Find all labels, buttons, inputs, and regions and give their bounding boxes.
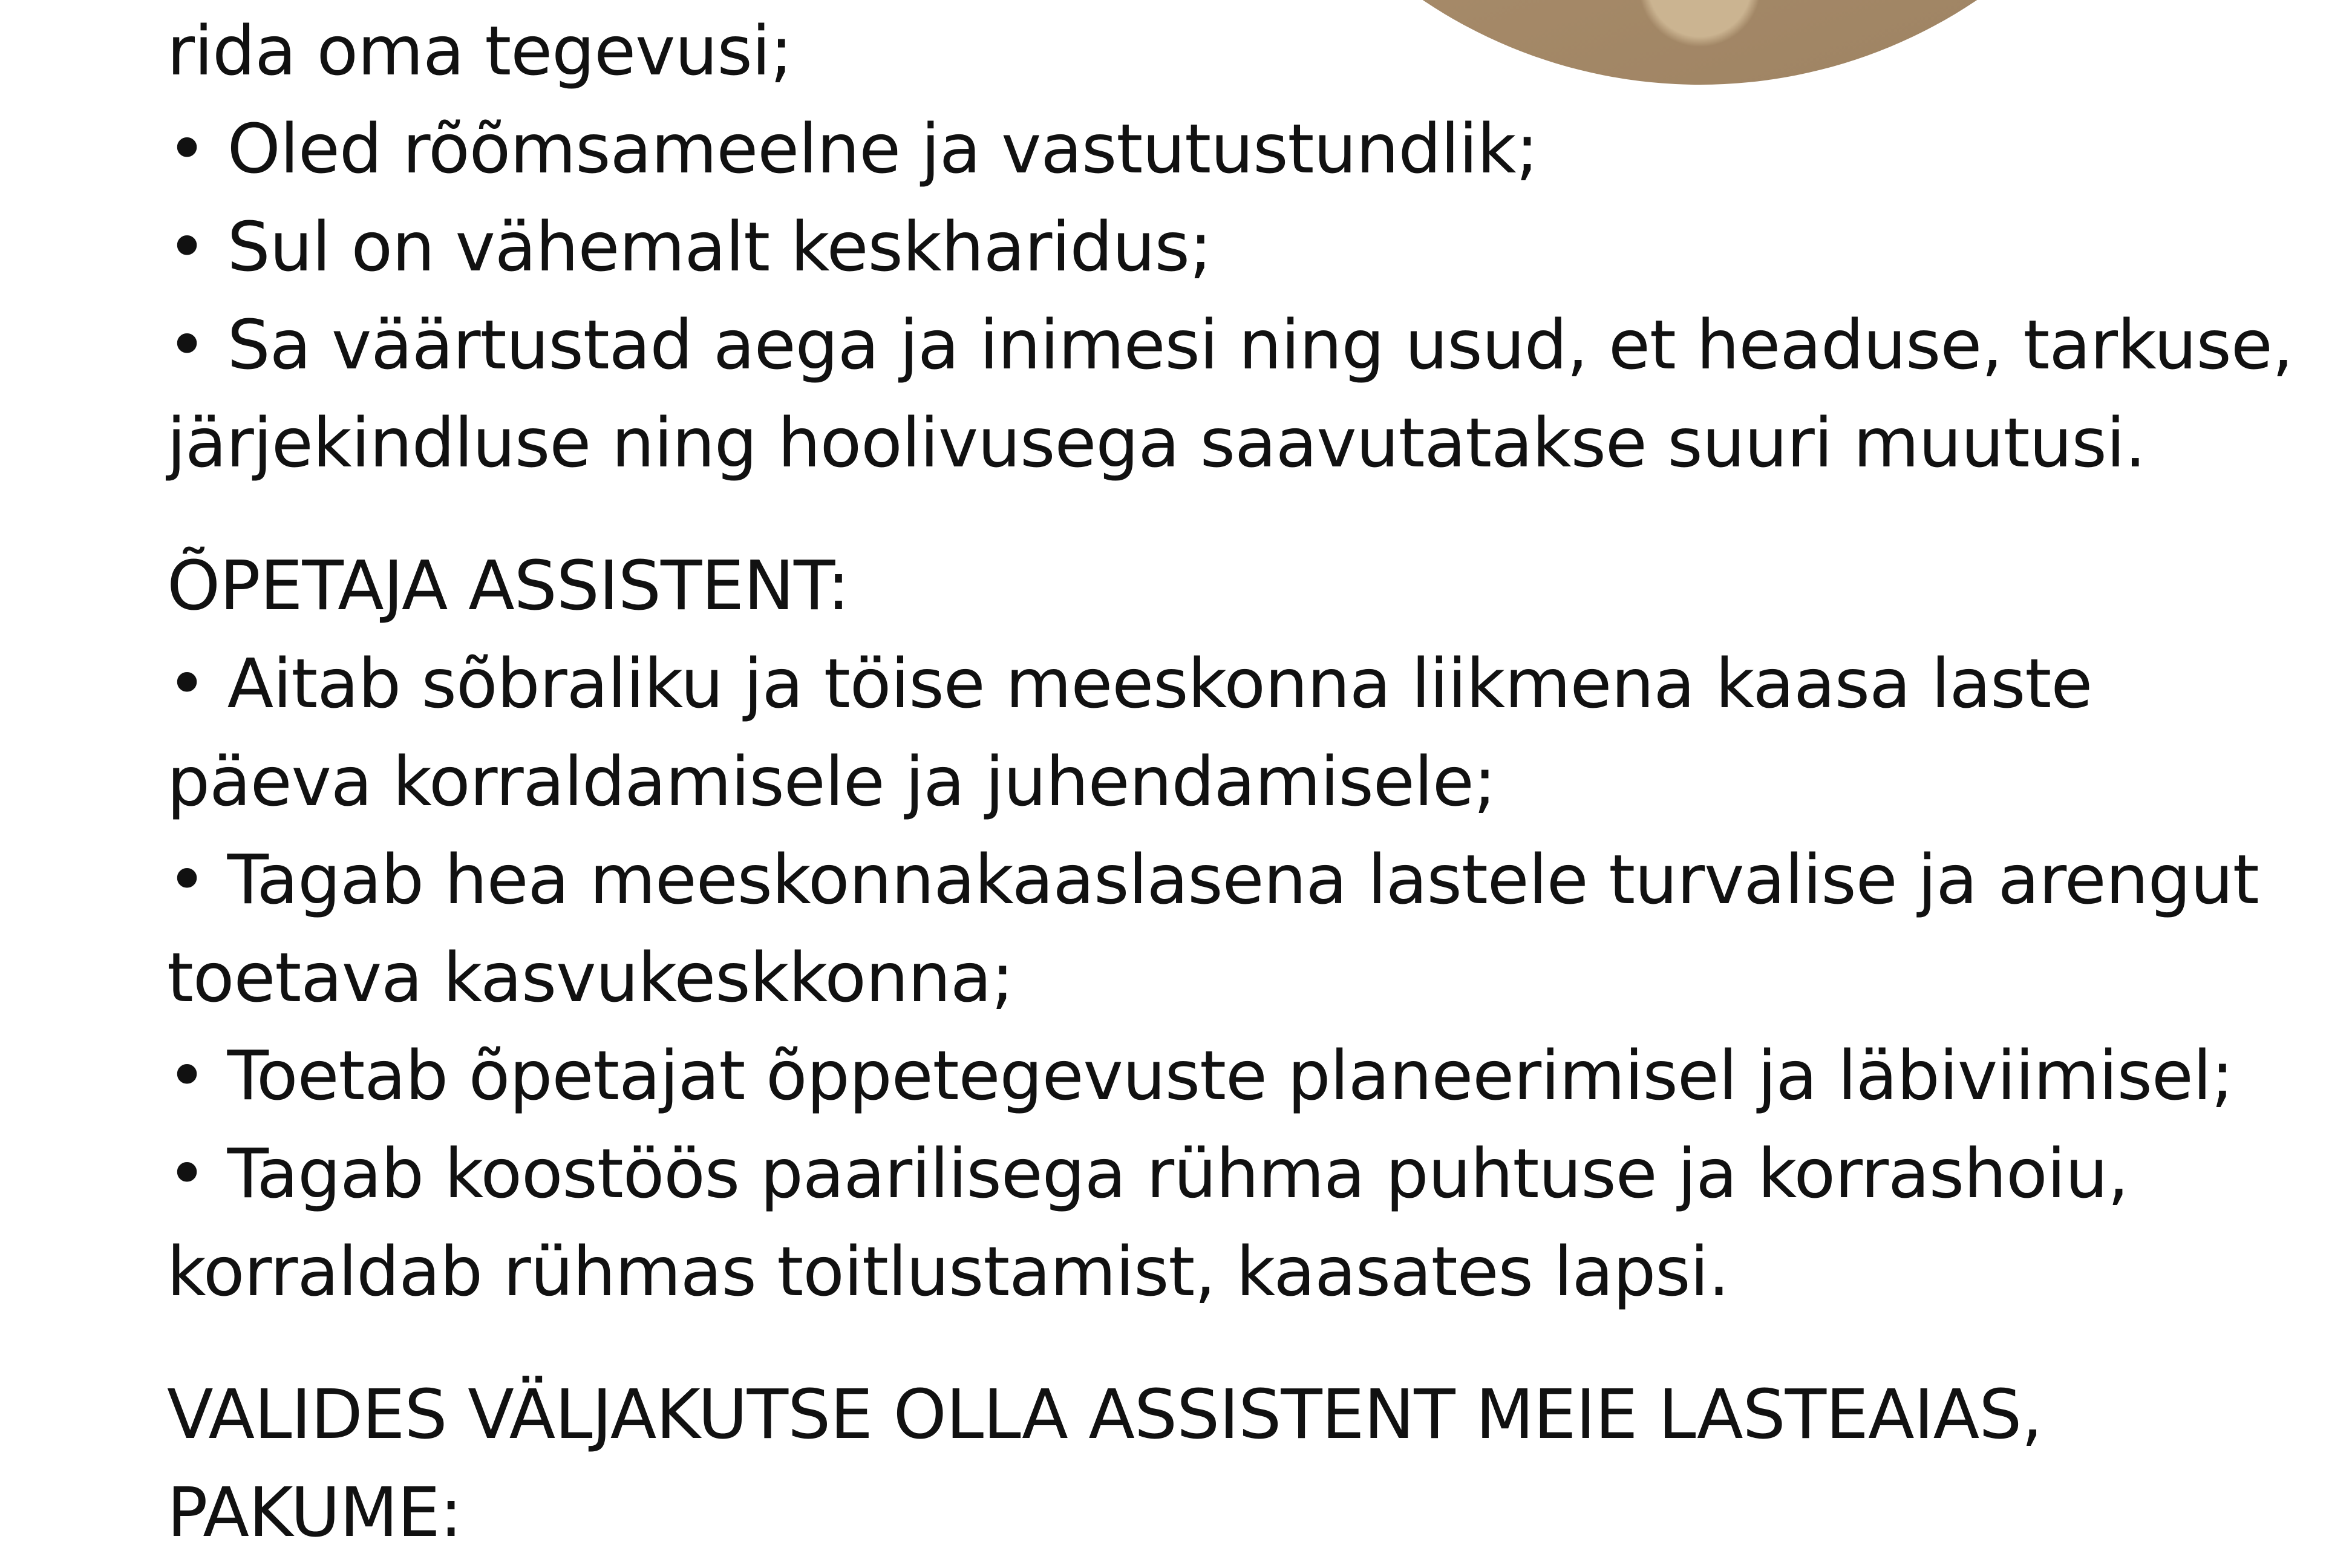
section-heading: ÕPETAJA ASSISTENT:: [167, 547, 849, 626]
duty-line: • Tagab koostöös paarilisega rühma puhtuse ja korrashoiu,: [167, 1135, 2129, 1214]
duty-line: päeva korraldamisele ja juhendamisele;: [167, 743, 1496, 822]
requirement-bullet: • Oled rõõmsameelne ja vastutustundlik;: [167, 110, 1538, 189]
offer-heading: PAKUME:: [167, 1474, 462, 1552]
offer-heading: VALIDES VÄLJAKUTSE OLLA ASSISTENT MEIE LASTEAIAS,: [167, 1376, 2042, 1454]
requirement-bullet: • Sul on vähemalt keskharidus;: [167, 208, 1212, 287]
paragraph-spacer: [167, 492, 2224, 537]
duty-line: • Toetab õpetajat õppetegevuste planeerimisel ja läbiviimisel;: [167, 1037, 2233, 1116]
paragraph-spacer: [167, 1321, 2224, 1366]
document-text: [167, 0, 2293, 1562]
requirement-bullet: • Sa väärtustad aega ja inimesi ning usud, et headuse, tarkuse,: [167, 306, 2293, 385]
duty-line: korraldab rühmas toitlustamist, kaasates lapsi.: [167, 1233, 1730, 1312]
duty-line: toetava kasvukeskkonna;: [167, 939, 1014, 1018]
text-line: järjekindluse ning hoolivusega saavutatakse suuri muutusi.: [167, 404, 2146, 483]
text-line: rida oma tegevusi;: [167, 12, 792, 91]
duty-line: • Tagab hea meeskonnakaaslasena lastele turvalise ja arengut: [167, 841, 2259, 920]
duty-line: • Aitab sõbraliku ja töise meeskonna liikmena kaasa laste: [167, 645, 2092, 724]
